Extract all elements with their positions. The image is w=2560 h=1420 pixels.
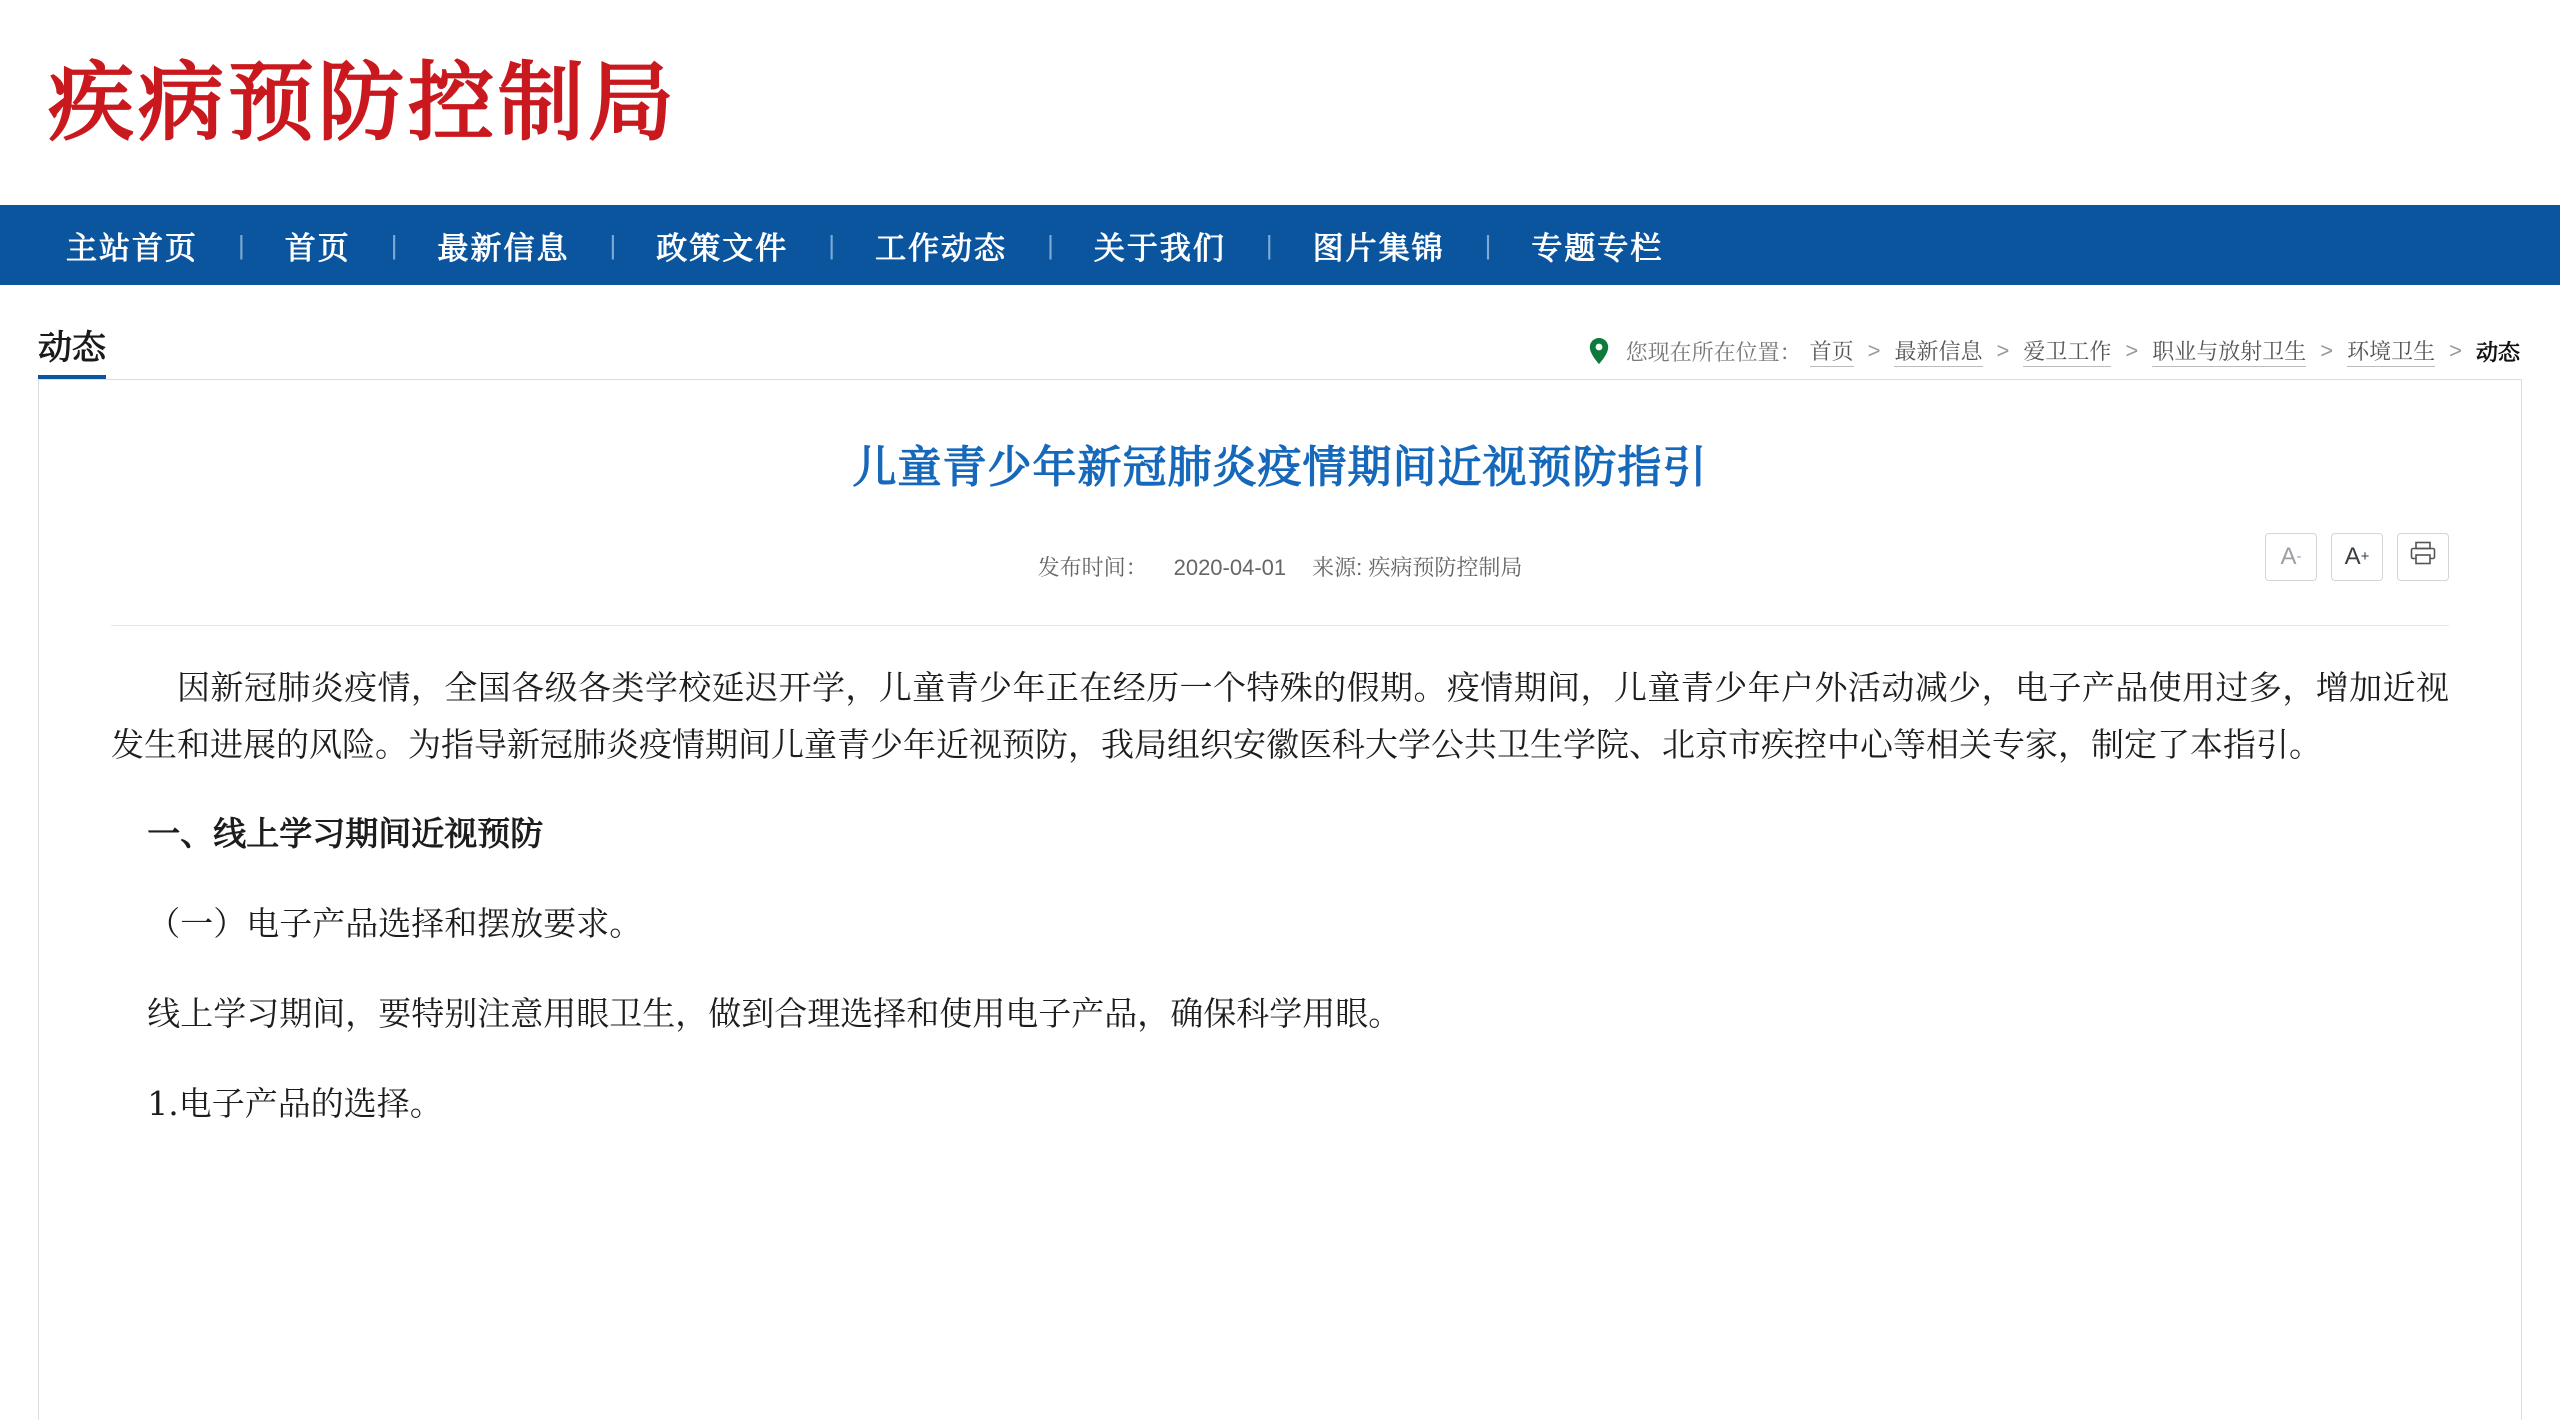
breadcrumb-separator: > — [2125, 338, 2139, 363]
nav-separator: | — [390, 229, 398, 260]
breadcrumb-separator: > — [1996, 338, 2010, 363]
breadcrumb-row — [0, 285, 2560, 379]
breadcrumb-separator: > — [1867, 338, 1881, 363]
font-decrease-label: A — [2280, 542, 2297, 570]
article-meta-row — [111, 539, 2449, 595]
nav-item-main-home[interactable]: 主站首页 — [66, 230, 198, 266]
source-label: 来源: — [1312, 555, 1363, 581]
article-heading-1: 一、线上学习期间近视预防 — [147, 814, 544, 854]
nav-item-about-us[interactable]: 关于我们 — [1093, 230, 1226, 266]
source-value: 疾病预防控制局 — [1368, 555, 1523, 581]
breadcrumb-separator: > — [2449, 338, 2462, 363]
article-paragraph: 因新冠肺炎疫情，全国各级各类学校延迟开学，儿童青少年正在经历一个特殊的假期。疫情期间，儿童青少年户外活动减少，电子产品使用过多，增加近视发生和进展的风险。为指导新冠肺炎疫情期间儿童青少年近视预防，我局组织安徽医科大学公共卫生学院、北京市疾控中心等相关专家，制定了本指引。 — [111, 667, 2449, 764]
site-logo: 疾病预防控制局 — [48, 52, 678, 153]
article-tools — [2265, 533, 2449, 581]
breadcrumb — [1588, 335, 2520, 379]
nav-item-photo-gallery[interactable]: 图片集锦 — [1312, 230, 1445, 266]
page-title: 动态 — [38, 331, 106, 379]
article-card — [38, 379, 2522, 1420]
nav-item-latest-info[interactable]: 最新信息 — [437, 230, 570, 266]
breadcrumb-separator: > — [2320, 338, 2334, 363]
article-body — [111, 660, 2449, 1133]
nav-separator: | — [1047, 229, 1054, 260]
breadcrumb-current: 动态 — [2475, 339, 2520, 365]
breadcrumb-link-patriotic-health[interactable]: 爱卫工作 — [2023, 335, 2111, 367]
article-title: 儿童青少年新冠肺炎疫情期间近视预防指引 — [852, 443, 1708, 492]
article-meta — [1038, 551, 1523, 582]
nav-separator: | — [238, 229, 245, 260]
font-decrease-sup: - — [2296, 548, 2302, 566]
nav-item-work-updates[interactable]: 工作动态 — [875, 230, 1008, 266]
location-pin-icon — [1588, 338, 1610, 364]
article-subheading-1: （一）电子产品选择和摆放要求。 — [147, 904, 643, 944]
nav-separator: | — [1484, 229, 1492, 260]
meta-divider — [111, 625, 2449, 626]
nav-separator: | — [1265, 229, 1273, 260]
printer-icon — [2410, 541, 2436, 572]
font-increase-label: A — [2344, 542, 2361, 570]
nav-item-home[interactable]: 首页 — [284, 230, 351, 266]
breadcrumb-link-home[interactable]: 首页 — [1810, 335, 1854, 367]
publish-time-value: 2020-04-01 — [1173, 555, 1287, 581]
print-button[interactable] — [2397, 533, 2449, 581]
nav-item-policy-documents[interactable]: 政策文件 — [656, 230, 789, 266]
site-header — [0, 0, 2560, 205]
nav-separator: | — [609, 229, 617, 260]
publish-time-label: 发布时间： — [1037, 555, 1148, 581]
font-increase-sup: + — [2360, 548, 2370, 566]
breadcrumb-prefix: 您现在所在位置： — [1625, 339, 1802, 365]
article-paragraph: 1.电子产品的选择。 — [147, 1083, 443, 1123]
breadcrumb-link-latest-info[interactable]: 最新信息 — [1894, 335, 1982, 367]
nav-item-special-columns[interactable]: 专题专栏 — [1531, 230, 1664, 266]
breadcrumb-link-occupational-radiation-health[interactable]: 职业与放射卫生 — [2152, 335, 2306, 367]
breadcrumb-link-environmental-health[interactable]: 环境卫生 — [2347, 335, 2435, 367]
main-navigation — [0, 205, 2560, 285]
font-increase-button[interactable] — [2331, 533, 2383, 581]
article-paragraph: 线上学习期间，要特别注意用眼卫生，做到合理选择和使用电子产品，确保科学用眼。 — [147, 993, 1402, 1033]
font-decrease-button[interactable] — [2265, 533, 2317, 581]
nav-separator: | — [828, 229, 836, 260]
